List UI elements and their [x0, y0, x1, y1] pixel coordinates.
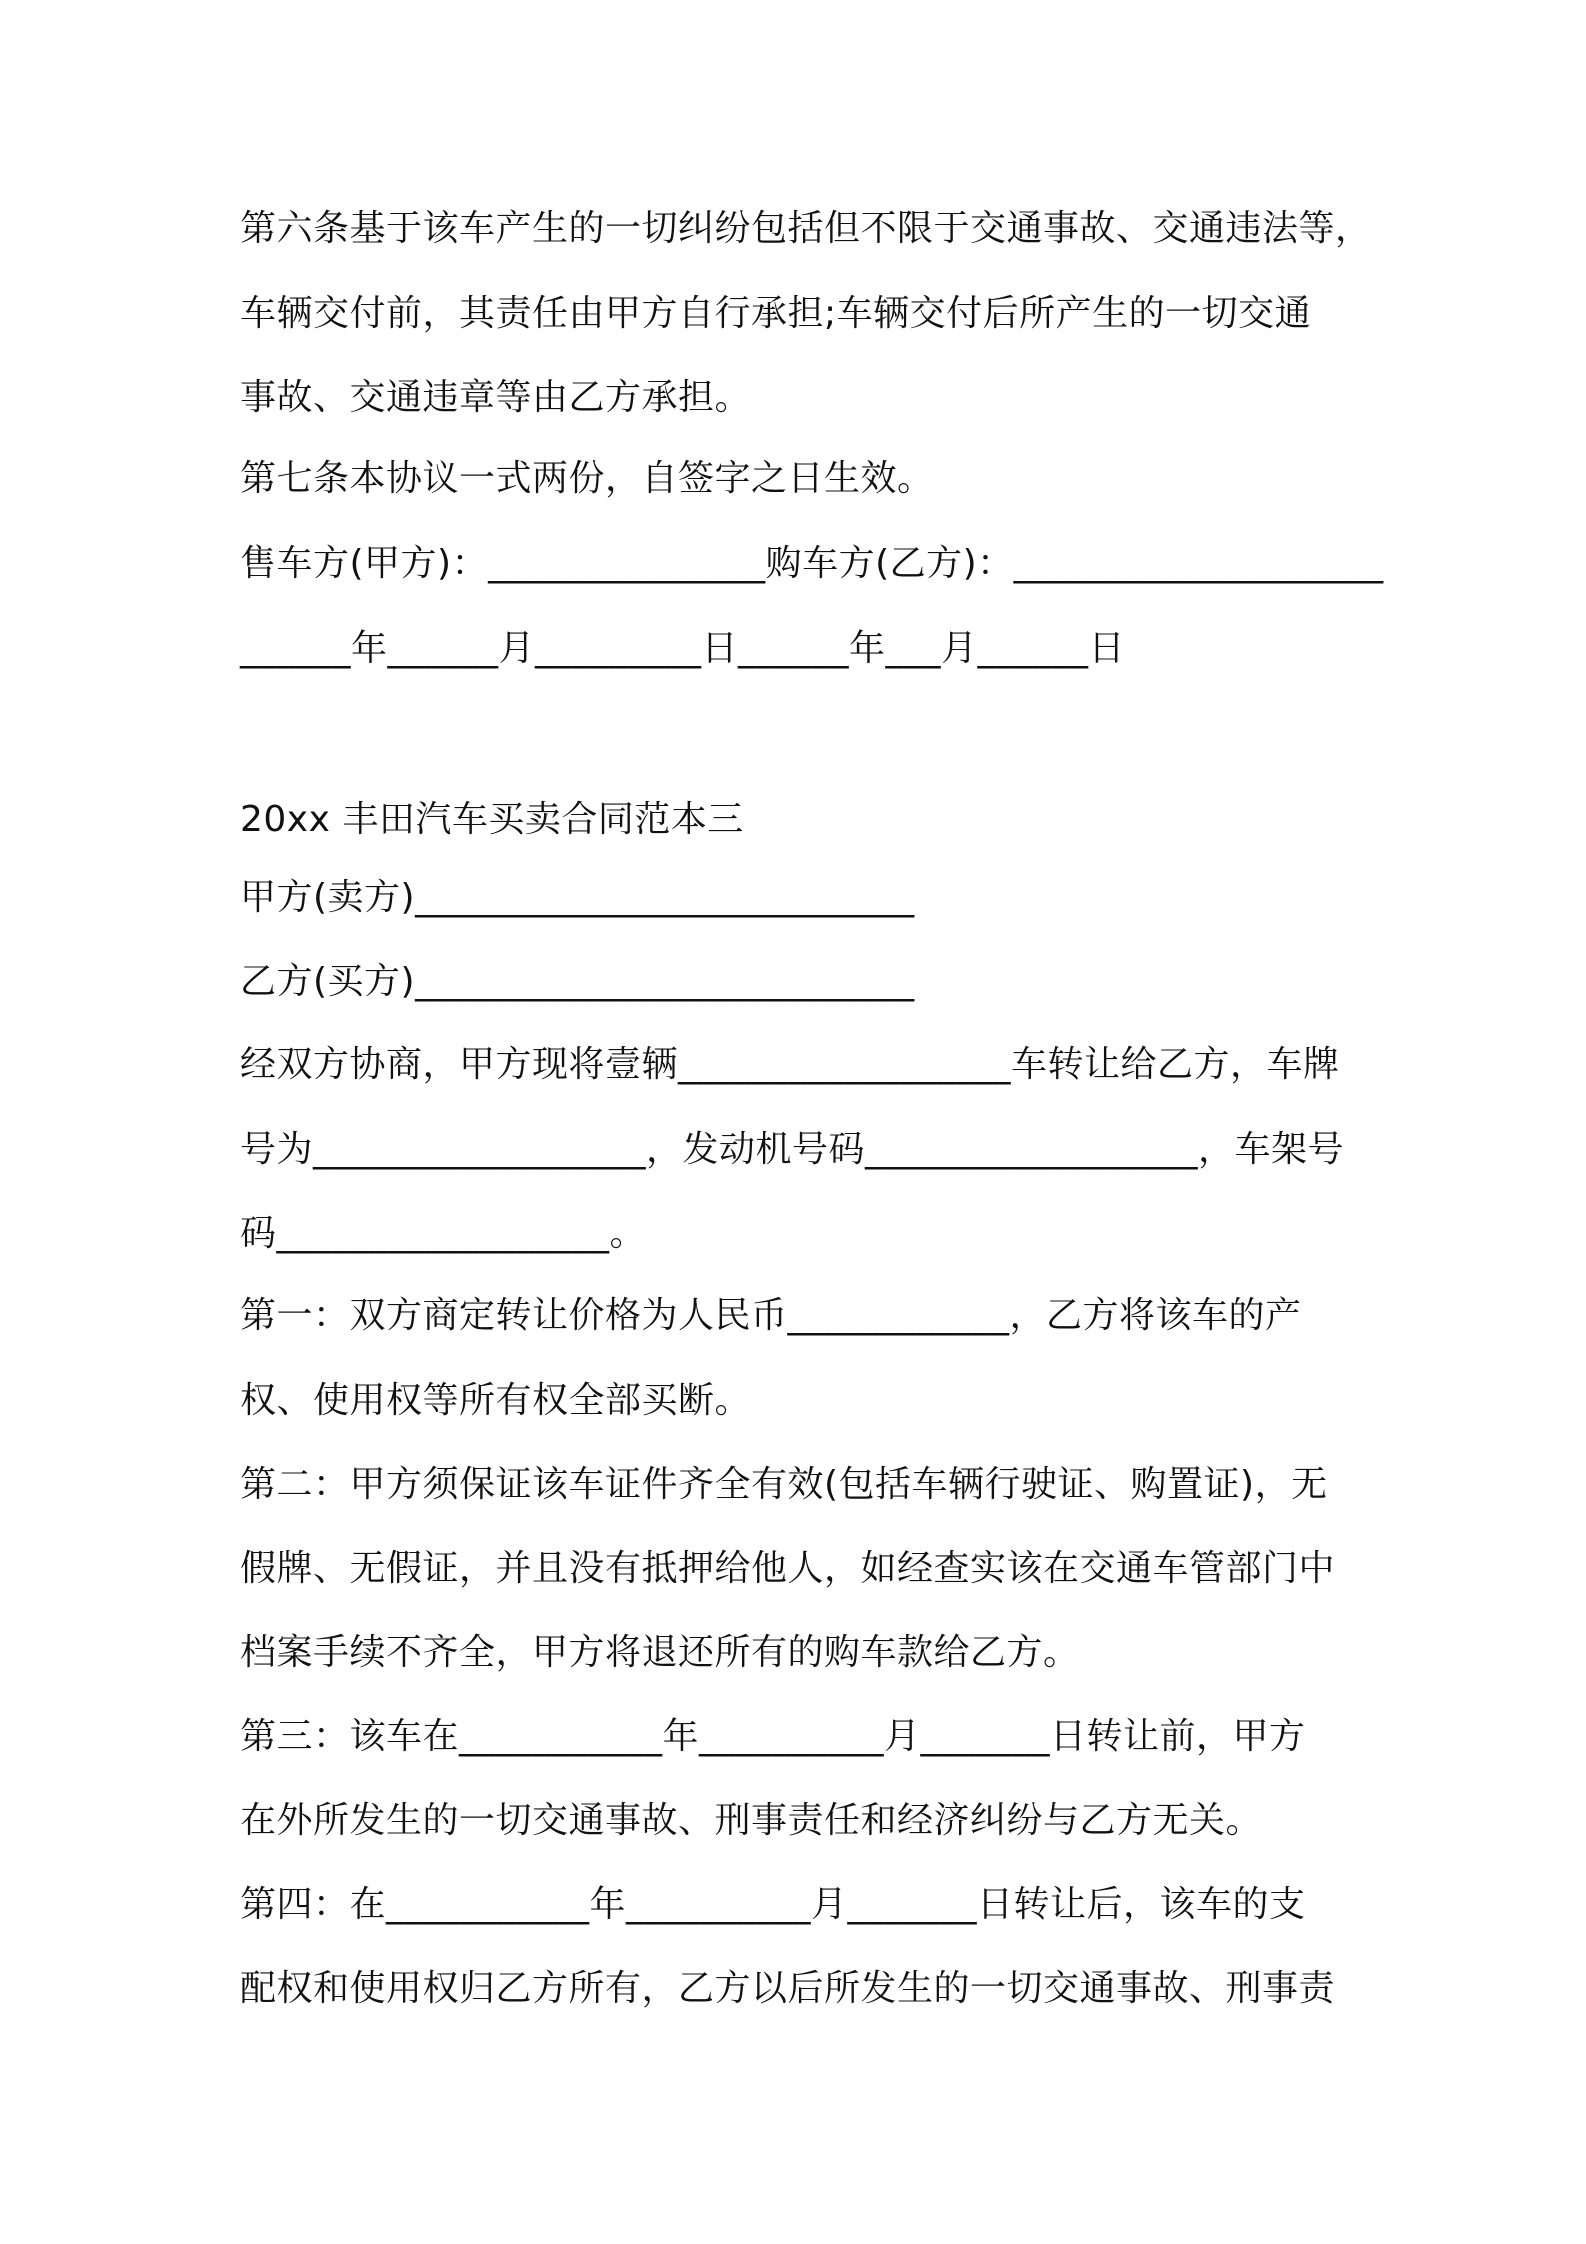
clause2-line1: 第二：甲方须保证该车证件齐全有效(包括车辆行驶证、购置证)，无	[240, 1464, 1328, 1505]
clause2-line3: 档案手续不齐全，甲方将退还所有的购车款给乙方。	[240, 1632, 1080, 1673]
clause3-line2: 在外所发生的一切交通事故、刑事责任和经济纠纷与乙方无关。	[240, 1800, 1263, 1841]
party-a-line: 甲方(卖方)___________________________	[240, 877, 915, 918]
clause2-line2: 假牌、无假证，并且没有抵押给他人，如经查实该在交通车管部门中	[240, 1548, 1336, 1589]
article7-text: 第七条本协议一式两份，自签字之日生效。	[240, 458, 934, 499]
date-line: ______年______月_________日______年___月______日	[240, 628, 1125, 669]
intro-line2: 号为__________________，发动机号码__________________，车架号	[240, 1129, 1345, 1170]
article6-line1: 第六条基于该车产生的一切纠纷包括但不限于交通事故、交通违法等，	[240, 208, 1372, 249]
clause4-line1: 第四：在___________年__________月_______日转让后，该车的支	[240, 1884, 1306, 1925]
signature-line: 售车方(甲方)：_______________购车方(乙方)：____________________	[240, 543, 1384, 584]
clause4-line2: 配权和使用权归乙方所有，乙方以后所发生的一切交通事故、刑事责	[240, 1968, 1336, 2009]
clause1-line2: 权、使用权等所有权全部买断。	[240, 1380, 752, 1421]
intro-line3: 码__________________。	[240, 1213, 646, 1254]
template3-title: 20xx 丰田汽车买卖合同范本三	[240, 799, 744, 840]
article6-line2: 车辆交付前，其责任由甲方自行承担;车辆交付后所产生的一切交通	[240, 293, 1312, 334]
party-b-line: 乙方(买方)___________________________	[240, 961, 915, 1002]
article6-line3: 事故、交通违章等由乙方承担。	[240, 377, 752, 418]
intro-line1: 经双方协商，甲方现将壹辆__________________车转让给乙方，车牌	[240, 1044, 1340, 1085]
clause1-line1: 第一：双方商定转让价格为人民币____________，乙方将该车的产	[240, 1295, 1302, 1336]
clause3-line1: 第三：该车在___________年__________月_______日转让前，甲方	[240, 1716, 1306, 1757]
